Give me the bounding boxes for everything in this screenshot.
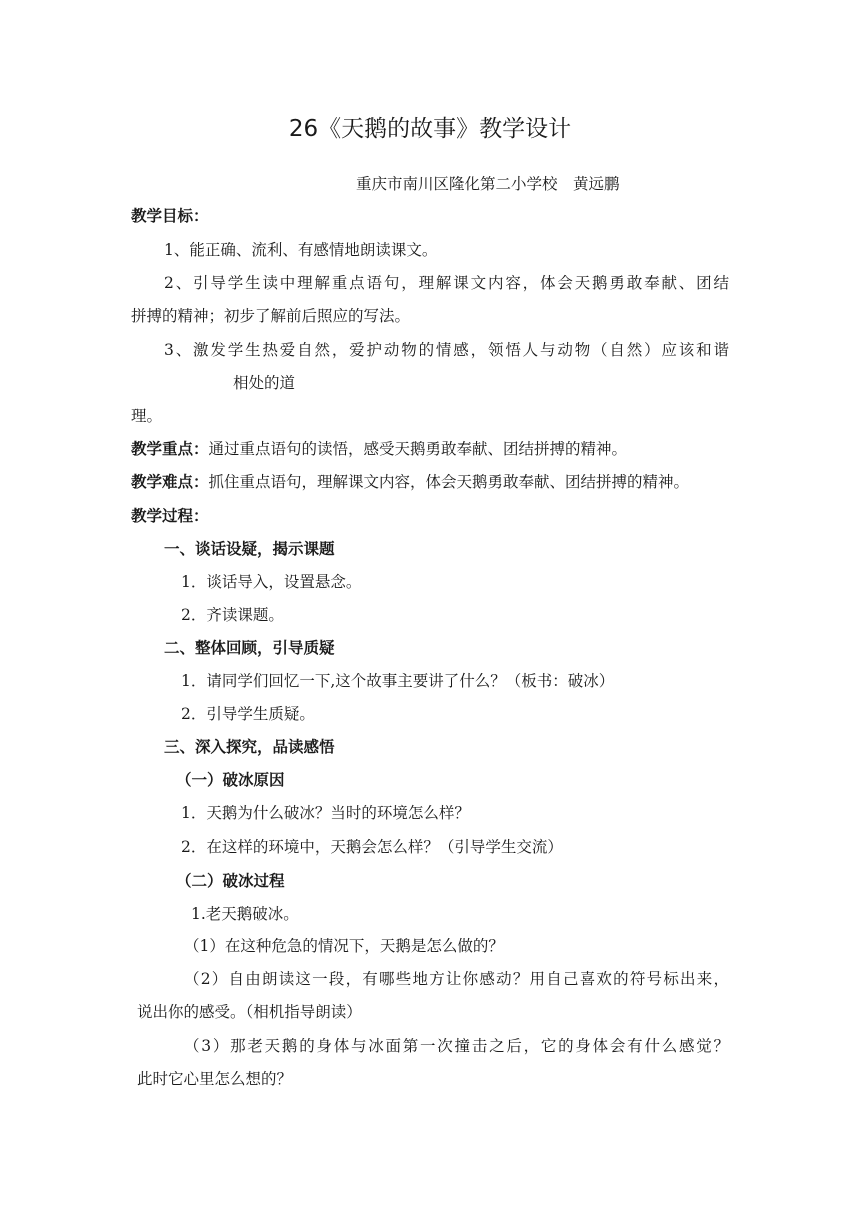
goal-item-3-line-1: 3、激发学生热爱自然，爱护动物的情感，领悟人与动物（自然）应该和谐 (164, 341, 729, 359)
section-2-item-1: 1．请同学们回忆一下,这个故事主要讲了什么？（板书：破冰） (181, 672, 615, 690)
question-3-line-1: （3）那老天鹅的身体与冰面第一次撞击之后，它的身体会有什么感觉？ (184, 1037, 729, 1055)
section-2-heading: 二、整体回顾，引导质疑 (164, 639, 335, 657)
section-1-heading: 一、谈话设疑，揭示课题 (164, 540, 335, 558)
question-2-line-1: （2）自由朗读这一段，有哪些地方让你感动？用自己喜欢的符号标出来， (184, 970, 729, 988)
author-line: 重庆市南川区隆化第二小学校 黄远鹏 (356, 175, 620, 193)
goal-item-1: 1、能正确、流利、有感情地朗读课文。 (164, 241, 438, 259)
subsection-1-item-2: 2．在这样的环境中，天鹅会怎么样？（引导学生交流） (181, 838, 563, 856)
process-heading: 教学过程： (131, 507, 209, 525)
key-point-text: 通过重点语句的读悟，感受天鹅勇敢奉献、团结拼搏的精神。 (208, 440, 628, 458)
section-3-heading: 三、深入探究，品读感悟 (164, 738, 335, 756)
goals-heading: 教学目标： (131, 207, 209, 225)
difficulty (131, 472, 689, 492)
difficulty-text: 抓住重点语句，理解课文内容，体会天鹅勇敢奉献、团结拼搏的精神。 (208, 473, 690, 491)
goal-item-2-line-2: 拼搏的精神；初步了解前后照应的写法。 (131, 307, 411, 325)
key-point (131, 439, 627, 459)
section-2-item-2: 2．引导学生质疑。 (181, 705, 315, 723)
goal-item-3-line-2: 相处的道 (233, 374, 296, 392)
question-2-line-2: 说出你的感受。（相机指导朗读） (137, 1003, 362, 1021)
goal-item-2-line-1: 2、引导学生读中理解重点语句，理解课文内容，体会天鹅勇敢奉献、团结 (164, 274, 729, 292)
question-3-line-2: 此时它心里怎么想的？ (137, 1070, 293, 1088)
subsection-2-heading: （二）破冰过程 (176, 872, 285, 890)
subsection-2-item-1: 1.老天鹅破冰。 (191, 905, 299, 923)
goal-item-3-line-3: 理。 (131, 407, 163, 425)
key-point-label: 教学重点： (131, 440, 209, 458)
subsection-1-heading: （一）破冰原因 (176, 771, 285, 789)
section-1-item-2: 2．齐读课题。 (181, 606, 284, 624)
document-title: 26《天鹅的故事》教学设计 (288, 116, 572, 142)
difficulty-label: 教学难点： (131, 473, 209, 491)
question-1: （1）在这种危急的情况下，天鹅是怎么做的？ (184, 937, 504, 955)
subsection-1-item-1: 1．天鹅为什么破冰？当时的环境怎么样？ (181, 804, 470, 822)
section-1-item-1: 1．谈话导入，设置悬念。 (181, 573, 362, 591)
